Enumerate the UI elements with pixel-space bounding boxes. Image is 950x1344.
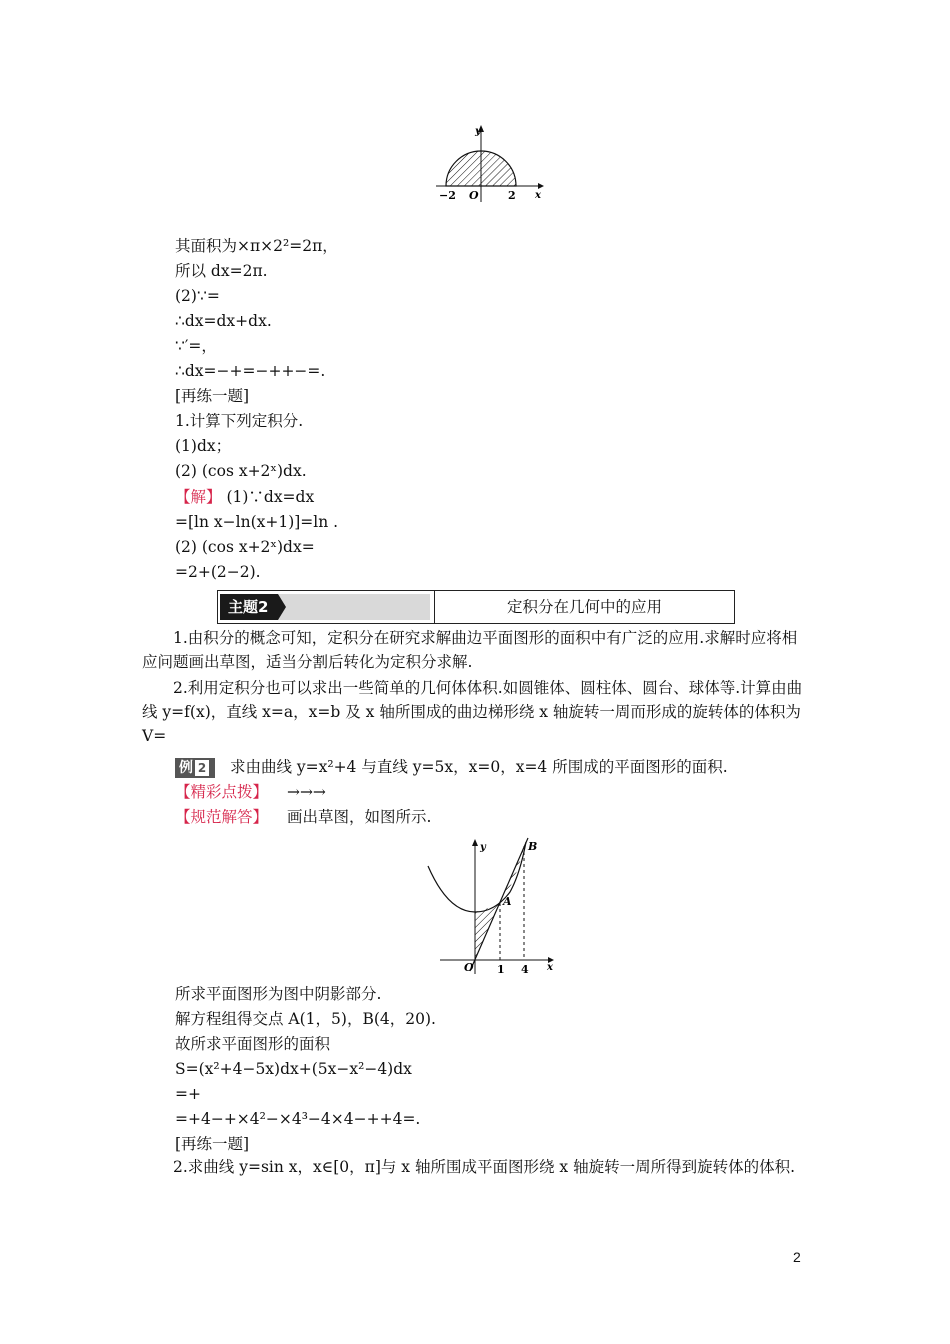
text-line: 其面积为×π×2²=2π， xyxy=(175,237,338,255)
text-line: =+4−+×4²−×4³−4×4−++4=. xyxy=(175,1110,421,1128)
section-title: 定积分在几何中的应用 xyxy=(506,598,662,616)
text-line: (2) (cos x+2ˣ)dx= xyxy=(175,538,315,556)
text-line: ∵′=， xyxy=(175,337,217,355)
section-tag-label: 主题2 xyxy=(220,594,278,620)
solution-line xyxy=(175,487,314,507)
paragraph: 2.利用定积分也可以求出一些简单的几何体体积.如圆锥体、圆柱体、圆台、球体等.计算由曲线 y=f(x)，直线 x=a，x=b 及 x 轴所围成的曲边梯形绕 x 轴旋转一周而形成的旋转体的体积为 V= xyxy=(142,679,803,745)
answer-line xyxy=(175,807,431,827)
fig1-neg2: −2 xyxy=(439,189,456,202)
fig2-point-a: A xyxy=(503,895,512,908)
example-number: 2 xyxy=(195,760,209,776)
example-badge-label: 例 xyxy=(179,760,193,776)
text-line: ∴dx=−+=−++−=. xyxy=(175,362,326,380)
paragraph: 1.由积分的概念可知，定积分在研究求解曲边平面图形的面积中有广泛的应用.求解时应将相应问题画出草图，适当分割后转化为定积分求解. xyxy=(142,629,798,671)
text-line: 所求平面图形为图中阴影部分. xyxy=(175,985,382,1003)
text-line: 解方程组得交点 A(1，5)，B(4，20). xyxy=(175,1010,436,1028)
example-line xyxy=(175,757,728,778)
text-line: S=(x²+4−5x)dx+(5x−x²−4)dx xyxy=(175,1060,412,1078)
text-line: 所以 dx=2π. xyxy=(175,262,268,280)
solution-text: (1)∵dx=dx xyxy=(221,488,315,506)
fig1-y-label: y xyxy=(475,126,481,137)
fig2-tick-1: 1 xyxy=(497,963,505,976)
text-line: ∴dx=dx+dx. xyxy=(175,312,272,330)
fig2-y-label: y xyxy=(480,842,486,853)
fig2-origin: O xyxy=(464,961,474,974)
page-number: 2 xyxy=(793,1249,801,1265)
text-line: 故所求平面图形的面积 xyxy=(175,1035,331,1053)
solution-label: 【解】 xyxy=(175,488,222,506)
fig2-x-label: x xyxy=(547,962,553,973)
answer-text: 画出草图，如图所示. xyxy=(286,808,432,826)
practice-heading: [再练一题] xyxy=(175,1135,250,1153)
section-banner xyxy=(217,590,735,624)
practice-heading: [再练一题] xyxy=(175,387,250,405)
fig2-point-b: B xyxy=(528,840,538,853)
text-line: (2)∵= xyxy=(175,287,220,305)
example-text: 求由曲线 y=x²+4 与直线 y=5x，x=0，x=4 所围成的平面图形的面积. xyxy=(229,758,728,776)
fig1-pos2: 2 xyxy=(508,189,516,202)
fig1-x-label: x xyxy=(535,190,541,201)
example-badge xyxy=(175,758,215,778)
text-line: 1.计算下列定积分. xyxy=(175,412,304,430)
text-line: =[ln x−ln(x+1)]=ln . xyxy=(175,513,339,531)
arrow-icon xyxy=(278,594,286,620)
hint-line xyxy=(175,782,326,802)
paragraph: 2.求曲线 y=sin x，x∈[0，π]与 x 轴所围成平面图形绕 x 轴旋转一周所得到旋转体的体积. xyxy=(173,1158,796,1176)
text-line: =+ xyxy=(175,1085,201,1103)
hint-label: 【精彩点拨】 xyxy=(175,783,269,801)
hint-text: →→→ xyxy=(286,783,326,801)
semicircle-figure xyxy=(436,122,546,204)
text-line: (2) (cos x+2ˣ)dx. xyxy=(175,462,307,480)
parabola-figure xyxy=(420,834,560,976)
text-line: (1)dx； xyxy=(175,437,232,455)
fig1-origin: O xyxy=(469,189,479,202)
text-line: =2+(2−2). xyxy=(175,563,261,581)
section-tag xyxy=(220,594,430,620)
fig2-tick-4: 4 xyxy=(521,963,529,976)
answer-label: 【规范解答】 xyxy=(175,808,269,826)
